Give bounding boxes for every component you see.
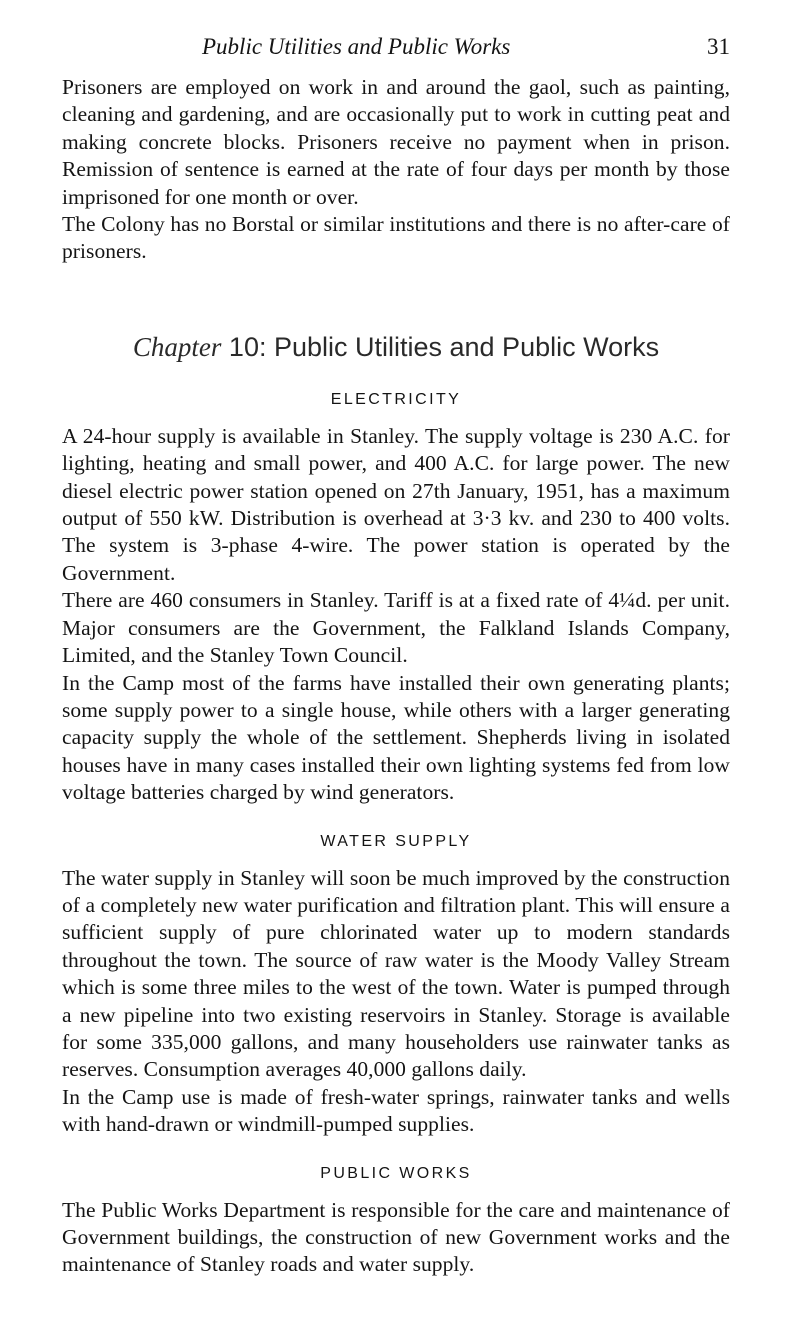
- document-page: [62, 34, 730, 1279]
- page-number: 31: [707, 34, 730, 59]
- electricity-paragraph-3: In the Camp most of the farms have installed their own generating plants; some supply power to a single house, while others with a larger generating capacity supply the whole of the settlement. Shepherds living in isolated houses have in many cases installed their own lighting systems fed from low voltage batteries charged by wind generators.: [62, 670, 730, 805]
- water-paragraph-1: The water supply in Stanley will soon be much improved by the construction of a completely new water purification and filtration plant. This will ensure a sufficient supply of pure chlorinated water up to modern standards throughout the town. The source of raw water is the Moody Valley Stream which is some three miles to the west of the town. Water is pumped through a new pipeline into two existing reservoirs in Stanley. Storage is available for some 335,000 gallons, and many householders use rainwater tanks as reserves. Consumption averages 40,000 gallons daily.: [62, 865, 730, 1082]
- section-heading-public-works: PUBLIC WORKS: [320, 1164, 472, 1182]
- electricity-paragraph-2: There are 460 consumers in Stanley. Tariff is at a fixed rate of 4¼d. per unit. Major consumers are the Government, the Falkland Islands Company, Limited, and the Stanley Town Council.: [62, 588, 730, 668]
- prison-paragraph-2: The Colony has no Borstal or similar institutions and there is no after-care of prisoners.: [62, 212, 730, 264]
- section-heading-electricity: ELECTRICITY: [330, 390, 462, 408]
- chapter-heading: [62, 332, 730, 363]
- chapter-title: 10: Public Utilities and Public Works: [228, 331, 660, 362]
- electricity-paragraph-1: A 24-hour supply is available in Stanley. The supply voltage is 230 A.C. for lighting, heating and small power, and 400 A.C. for large power. The new diesel electric power station opened on 27th January, 1951, has a maximum output of 550 kW. Distribution is overhead at 3·3 kv. and 230 to 400 volts. The system is 3-phase 4-wire. The power station is operated by the Government.: [62, 423, 730, 585]
- running-title: Public Utilities and Public Works: [202, 34, 511, 59]
- section-heading-water-supply: WATER SUPPLY: [320, 832, 472, 850]
- running-head: [62, 34, 730, 68]
- public-works-paragraph-1: The Public Works Department is responsible for the care and maintenance of Government buildings, the construction of new Government works and the maintenance of Stanley roads and water supply.: [62, 1197, 730, 1277]
- prison-paragraph-1: Prisoners are employed on work in and around the gaol, such as painting, cleaning and gardening, and are occasionally put to work in cutting peat and making concrete blocks. Prisoners receive no payment when in prison. Remission of sentence is earned at the rate of four days per month by those imprisoned for one month or over.: [62, 75, 730, 209]
- chapter-word: Chapter: [132, 331, 222, 362]
- water-paragraph-2: In the Camp use is made of fresh-water springs, rainwater tanks and wells with hand-drawn or windmill-pumped supplies.: [62, 1084, 730, 1137]
